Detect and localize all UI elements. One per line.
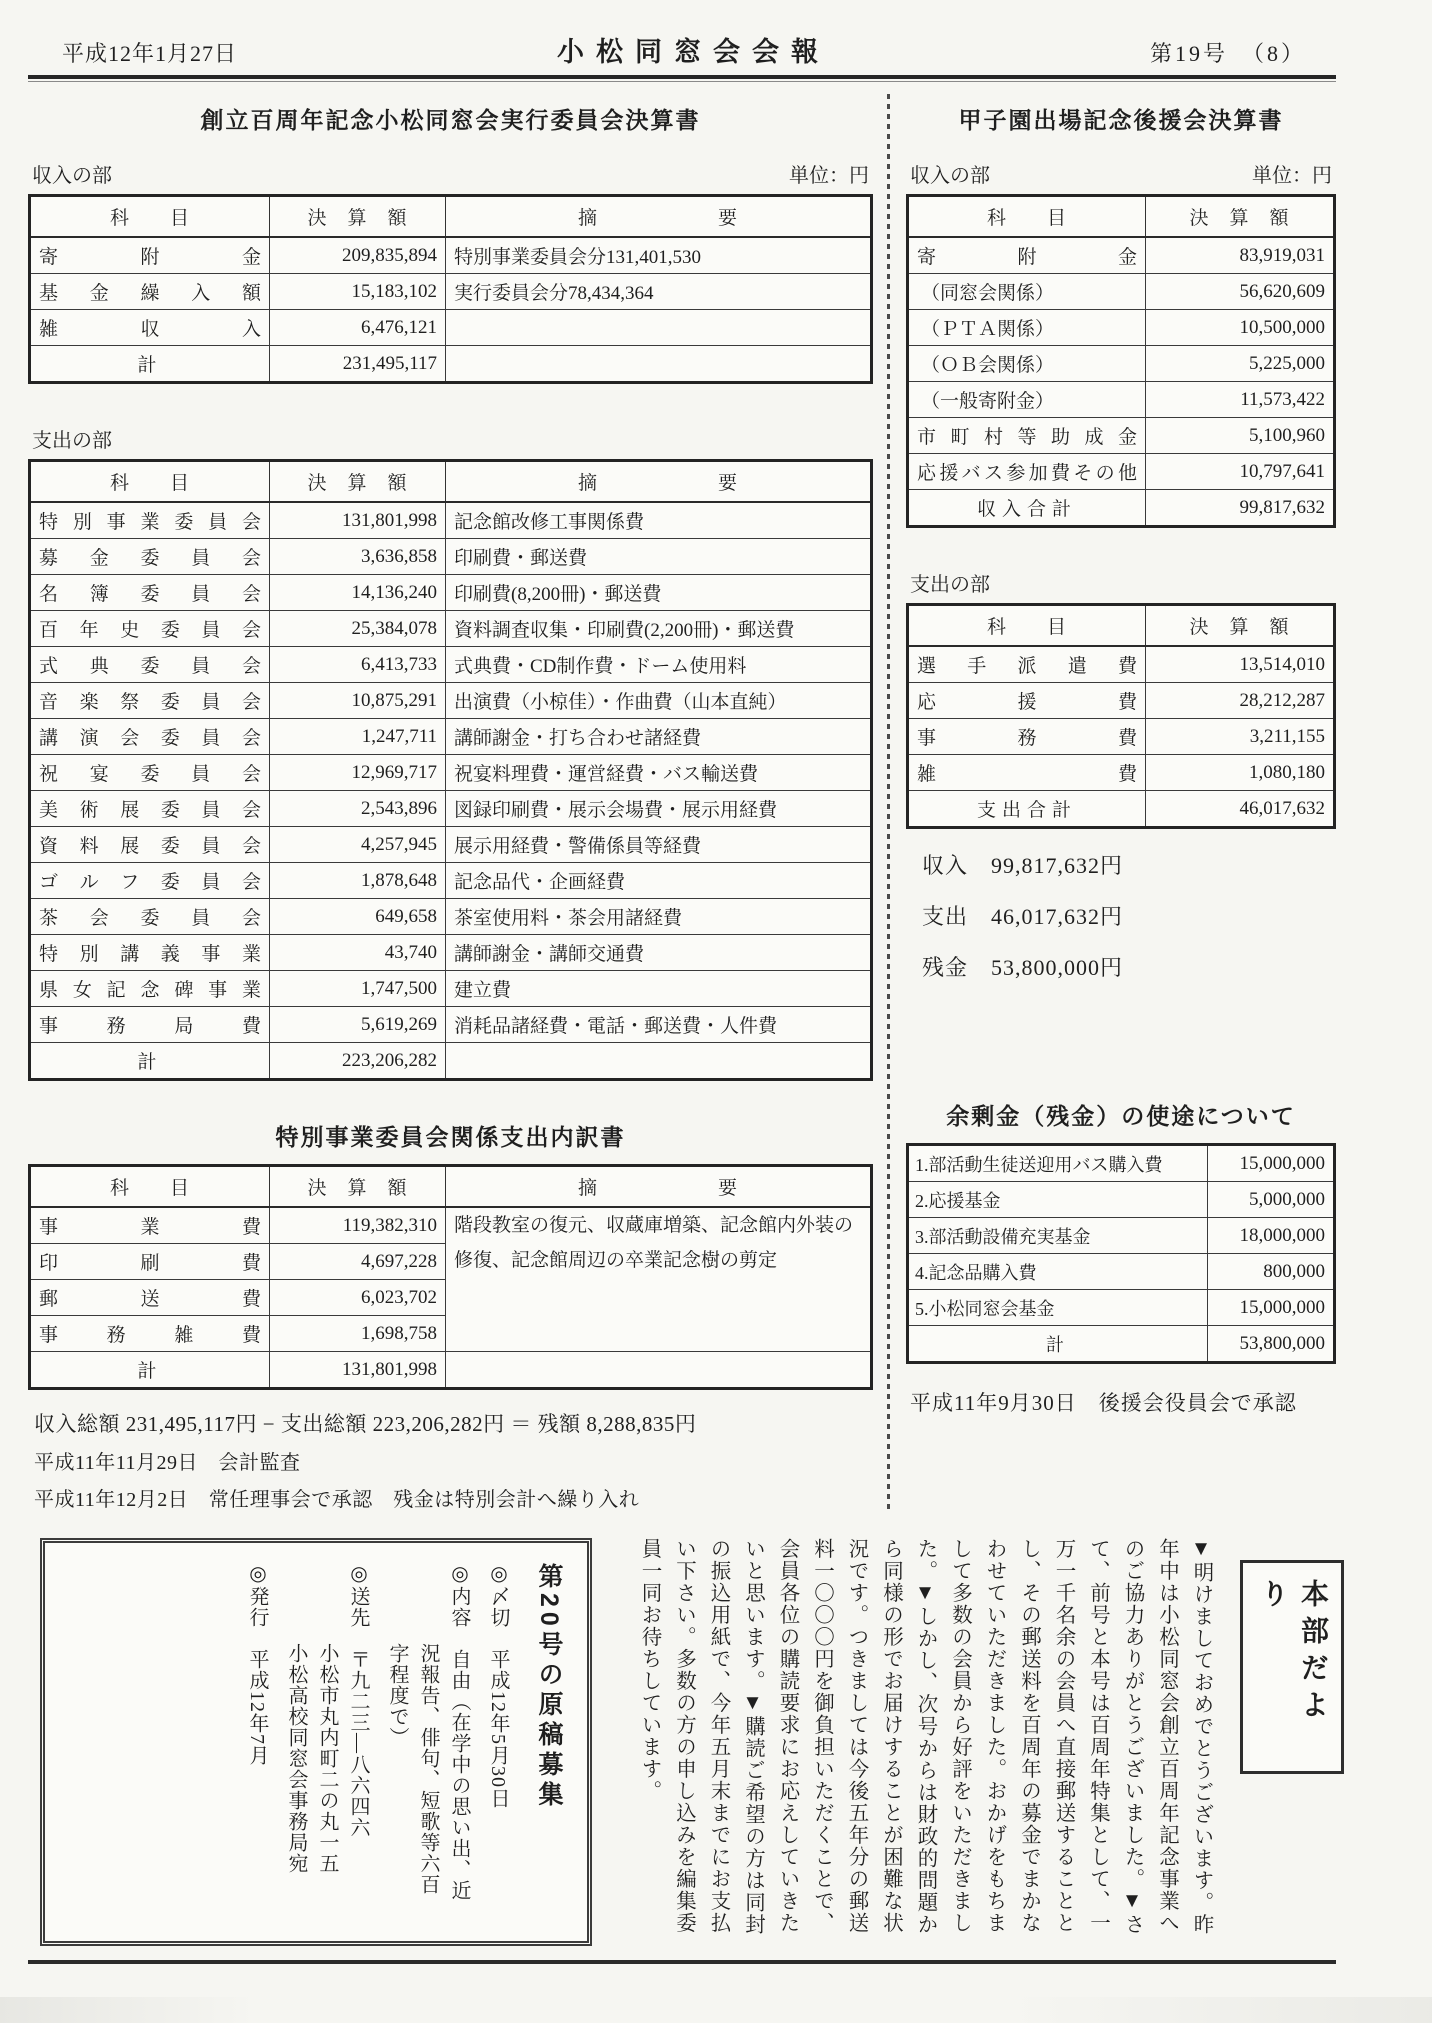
issue-number: 第19号 （8）	[1149, 41, 1306, 66]
cell-item: 5.小松同窓会基金	[908, 1290, 1208, 1326]
table-row	[30, 502, 872, 539]
cell-amount: 131,801,998	[270, 1352, 446, 1389]
income-section-label: 収入の部	[910, 165, 990, 187]
col-header-amount: 決 算 額	[270, 196, 446, 238]
cell-amount: 1,878,648	[270, 863, 446, 899]
cell-amount: 53,800,000	[1208, 1326, 1335, 1363]
manuscript-call-box	[40, 1538, 592, 1946]
cell-amount: 25,384,078	[270, 611, 446, 647]
table-total-row	[908, 791, 1335, 828]
cell-amount: 46,017,632	[1146, 791, 1335, 828]
cell-note: 祝宴料理費・運営経費・バス輸送費	[446, 755, 872, 791]
bosyu-line: 小松高校同窓会事務局宛	[285, 1643, 307, 1874]
cell-item: 市町村等助成金	[908, 418, 1146, 454]
audit-note-2: 平成11年12月2日 常任理事会で承認 残金は特別会計へ繰り入れ	[34, 1489, 640, 1511]
table-row	[30, 935, 872, 971]
cell-note	[446, 1352, 872, 1389]
cell-note: 出演費（小椋佳）・作曲費（山本直純）	[446, 683, 872, 719]
summary-balance: 残金 53,800,000円	[922, 955, 1124, 980]
cell-amount: 4,697,228	[270, 1244, 446, 1280]
cell-item: 百年史委員会	[30, 611, 270, 647]
cell-amount: 15,183,102	[270, 274, 446, 310]
cell-amount: 6,413,733	[270, 647, 446, 683]
cell-amount: 83,919,031	[1146, 237, 1335, 274]
expense-section-label: 支出の部	[910, 574, 990, 596]
table-row	[908, 237, 1335, 274]
main-content	[28, 86, 1336, 1512]
cell-amount: 223,206,282	[270, 1043, 446, 1080]
table-row	[908, 755, 1335, 791]
cell-amount: 1,698,758	[270, 1316, 446, 1352]
cell-item: 事務雑費	[30, 1316, 270, 1352]
cell-item: 基金繰入額	[30, 274, 270, 310]
table-row	[908, 382, 1335, 418]
table-row	[908, 1254, 1335, 1290]
cell-item: （一般寄附金）	[908, 382, 1146, 418]
table-total-row	[908, 1326, 1335, 1363]
cell-amount: 3,636,858	[270, 539, 446, 575]
cell-item: 茶会委員会	[30, 899, 270, 935]
table-row	[908, 346, 1335, 382]
bosyu-line: 況報告、俳句、短歌等六百	[417, 1643, 439, 1895]
bosyu-line: 字程度で）	[386, 1643, 408, 1748]
col-header-note: 摘 要	[446, 461, 872, 503]
cell-item: 2.応援基金	[908, 1182, 1208, 1218]
cell-amount: 15,000,000	[1208, 1145, 1335, 1182]
table-row	[30, 791, 872, 827]
header-rule	[28, 75, 1336, 82]
cell-item: 美術展委員会	[30, 791, 270, 827]
cell-item: 名簿委員会	[30, 575, 270, 611]
cell-note: 講師謝金・講師交通費	[446, 935, 872, 971]
expense-section-label: 支出の部	[32, 430, 112, 452]
cell-note: 建立費	[446, 971, 872, 1007]
cell-item: 特別講義事業	[30, 935, 270, 971]
unit-label: 単位：円	[1252, 165, 1332, 187]
cell-amount: 14,136,240	[270, 575, 446, 611]
cell-item: 雑費	[908, 755, 1146, 791]
cell-item: 祝宴委員会	[30, 755, 270, 791]
right-summary-block	[922, 849, 1336, 982]
balance-summary-line: 収入総額 231,495,117円 − 支出総額 223,206,282円 ＝ 残額 8,288,835円	[34, 1412, 697, 1436]
cell-note: 特別事業委員会分131,401,530	[446, 237, 872, 274]
cell-amount: 11,573,422	[1146, 382, 1335, 418]
cell-item: 音楽祭委員会	[30, 683, 270, 719]
table-row	[30, 611, 872, 647]
table-row	[30, 755, 872, 791]
summary-income: 収入 99,817,632円	[922, 853, 1124, 878]
unit-label: 単位：円	[789, 165, 869, 187]
table-header-row	[30, 1166, 872, 1208]
bosyu-line: ◎〆切 平成12年5月30日	[487, 1561, 509, 1809]
cell-note	[446, 310, 872, 346]
cell-amount: 18,000,000	[1208, 1218, 1335, 1254]
cell-item: 計	[30, 346, 270, 383]
cell-amount: 1,747,500	[270, 971, 446, 1007]
cell-amount: 6,476,121	[270, 310, 446, 346]
table-row	[908, 1290, 1335, 1326]
cell-item: 寄附金	[908, 237, 1146, 274]
col-header-note: 摘 要	[446, 1166, 872, 1208]
table-row	[908, 1145, 1335, 1182]
cell-amount: 10,875,291	[270, 683, 446, 719]
cell-item: 事務局費	[30, 1007, 270, 1043]
honbu-dayori-section	[592, 1538, 1344, 1946]
cell-item: 募金委員会	[30, 539, 270, 575]
bosyu-item	[381, 1561, 474, 1923]
cell-item: 雑収入	[30, 310, 270, 346]
table-row	[30, 971, 872, 1007]
page-header	[28, 30, 1336, 75]
bosyu-line: ◎送先 〒九二三―八六四六	[347, 1561, 369, 1838]
table-row	[30, 575, 872, 611]
col-header-item: 科 目	[908, 196, 1146, 238]
cell-amount: 5,225,000	[1146, 346, 1335, 382]
cell-item: 応援バス参加費その他	[908, 454, 1146, 490]
bosyu-line: ◎発行 平成12年7月	[246, 1561, 268, 1766]
cell-amount: 28,212,287	[1146, 683, 1335, 719]
table-header-row	[908, 196, 1335, 238]
table-total-row	[30, 346, 872, 383]
cell-amount: 12,969,717	[270, 755, 446, 791]
cell-amount: 56,620,609	[1146, 274, 1335, 310]
cell-note: 式典費・CD制作費・ドーム使用料	[446, 647, 872, 683]
cell-amount: 43,740	[270, 935, 446, 971]
table-row	[30, 310, 872, 346]
cell-amount: 5,619,269	[270, 1007, 446, 1043]
cell-amount: 99,817,632	[1146, 490, 1335, 527]
cell-amount: 5,100,960	[1146, 418, 1335, 454]
cell-amount: 231,495,117	[270, 346, 446, 383]
table-row	[908, 719, 1335, 755]
cell-amount: 649,658	[270, 899, 446, 935]
cell-item: 選手派遣費	[908, 646, 1146, 683]
column-divider	[887, 94, 890, 1512]
table-row	[908, 274, 1335, 310]
bottom-rule	[28, 1960, 1336, 1964]
cell-item: （ＰＴＡ関係）	[908, 310, 1146, 346]
table-row	[30, 1207, 872, 1244]
honbu-dayori-title: 本部だより	[1240, 1560, 1344, 1774]
cell-note: 講師謝金・打ち合わせ諸経費	[446, 719, 872, 755]
right-column	[906, 86, 1336, 1512]
cell-amount: 6,023,702	[270, 1280, 446, 1316]
cell-item: 特別事業委員会	[30, 502, 270, 539]
manuscript-call-title: 第20号の原稿募集	[535, 1563, 563, 1811]
cell-item: 収入合計	[908, 490, 1146, 527]
col-header-item: 科 目	[30, 1166, 270, 1208]
cell-item: （ＯＢ会関係）	[908, 346, 1146, 382]
cell-item: 資料展委員会	[30, 827, 270, 863]
table-header-row	[30, 461, 872, 503]
cell-amount: 5,000,000	[1208, 1182, 1335, 1218]
cell-item: 1.部活動生徒送迎用バス購入費	[908, 1145, 1208, 1182]
scan-artifact	[0, 1997, 1432, 2023]
col-header-item: 科 目	[30, 196, 270, 238]
cell-item: ゴルフ委員会	[30, 863, 270, 899]
cell-note-merged: 階段教室の復元、収蔵庫増築、記念館内外装の修復、記念館周辺の卒業記念樹の剪定	[446, 1207, 872, 1352]
income-section-label: 収入の部	[32, 165, 112, 187]
cell-amount: 10,797,641	[1146, 454, 1335, 490]
bosyu-line: ◎内容 自由（在学中の思い出、近	[448, 1561, 470, 1901]
table-row	[908, 1218, 1335, 1254]
bosyu-item	[280, 1561, 373, 1923]
right-report-title: 甲子園出場記念後援会決算書	[958, 107, 1284, 133]
left-expense-table	[28, 459, 873, 1081]
table-row	[908, 646, 1335, 683]
cell-item: 事業費	[30, 1207, 270, 1244]
usage-title: 余剰金（残金）の使途について	[946, 1103, 1296, 1129]
cell-amount: 1,080,180	[1146, 755, 1335, 791]
cell-amount: 209,835,894	[270, 237, 446, 274]
cell-note: 展示用経費・警備係員等経費	[446, 827, 872, 863]
cell-note: 記念品代・企画経費	[446, 863, 872, 899]
left-income-table	[28, 194, 873, 384]
cell-item: 印刷費	[30, 1244, 270, 1280]
table-total-row	[30, 1043, 872, 1080]
cell-item: 寄附金	[30, 237, 270, 274]
table-header-row	[908, 605, 1335, 647]
summary-expense: 支出 46,017,632円	[922, 904, 1124, 929]
cell-note: 実行委員会分78,434,364	[446, 274, 872, 310]
cell-item: 計	[30, 1352, 270, 1389]
cell-note: 記念館改修工事関係費	[446, 502, 872, 539]
table-row	[908, 310, 1335, 346]
approval-note: 平成11年9月30日 後援会役員会で承認	[910, 1391, 1297, 1415]
cell-note: 茶室使用料・茶会用諸経費	[446, 899, 872, 935]
table-total-row	[30, 1352, 872, 1389]
breakdown-table	[28, 1164, 873, 1390]
audit-note-1: 平成11年11月29日 会計監査	[34, 1452, 301, 1474]
cell-note: 資料調査収集・印刷費(2,200冊)・郵送費	[446, 611, 872, 647]
header-date: 平成12年1月27日	[62, 41, 238, 66]
cell-note	[446, 1043, 872, 1080]
table-row	[30, 237, 872, 274]
table-row	[30, 683, 872, 719]
col-header-amount: 決 算 額	[270, 461, 446, 503]
table-total-row	[908, 490, 1335, 527]
cell-note: 図録印刷費・展示会場費・展示用経費	[446, 791, 872, 827]
cell-note: 消耗品諸経費・電話・郵送費・人件費	[446, 1007, 872, 1043]
cell-amount: 4,257,945	[270, 827, 446, 863]
table-row	[30, 1007, 872, 1043]
cell-item: 4.記念品購入費	[908, 1254, 1208, 1290]
table-row	[30, 539, 872, 575]
left-report-title: 創立百周年記念小松同窓会実行委員会決算書	[200, 107, 701, 133]
cell-item: 計	[908, 1326, 1208, 1363]
cell-amount: 3,211,155	[1146, 719, 1335, 755]
left-income-meta	[32, 159, 869, 188]
bosyu-item	[482, 1561, 513, 1923]
col-header-amount: 決 算 額	[270, 1166, 446, 1208]
col-header-item: 科 目	[908, 605, 1146, 647]
table-row	[908, 454, 1335, 490]
honbu-dayori-body: ▼明けましておめでとうございます。昨年中は小松同窓会創立百周年記念事業へのご協力ありがとうございました。▼さて、前号と本号は百周年特集として、一万一千名余の会員へ直接郵送することとし、その郵送料を百周年の募金でまかなわせていただきました。おかげをもちまして多数の会員から好評をいただきました。▼しかし、次号からは財政的問題から同様の形でお届けすることが困難な状況です。つきましては今後五年分の郵送料一〇〇〇円を御負担いただくことで、会員各位の購読要求にお応えしていきたいと思います。▼購読ご希望の方は同封の振込用紙で、今年五月末までにお支払い下さい。多数の方の申し込みを編集委員一同お待ちしています。	[638, 1538, 1212, 1936]
bosyu-line: 小松市丸内町二の丸一五	[316, 1643, 338, 1874]
bottom-section	[28, 1538, 1336, 1948]
col-header-note: 摘 要	[446, 196, 872, 238]
table-row	[30, 899, 872, 935]
cell-note: 印刷費・郵送費	[446, 539, 872, 575]
cell-amount: 131,801,998	[270, 502, 446, 539]
cell-item: 県女記念碑事業	[30, 971, 270, 1007]
right-expense-table	[906, 603, 1336, 829]
table-row	[30, 647, 872, 683]
col-header-amount: 決 算 額	[1146, 605, 1335, 647]
table-header-row	[30, 196, 872, 238]
cell-item: 計	[30, 1043, 270, 1080]
cell-item: 3.部活動設備充実基金	[908, 1218, 1208, 1254]
table-row	[908, 1182, 1335, 1218]
cell-amount: 13,514,010	[1146, 646, 1335, 683]
cell-item: 支出合計	[908, 791, 1146, 828]
bosyu-item	[241, 1561, 272, 1923]
cell-amount: 119,382,310	[270, 1207, 446, 1244]
table-row	[30, 719, 872, 755]
table-row	[30, 863, 872, 899]
cell-item: 応援費	[908, 683, 1146, 719]
cell-amount: 15,000,000	[1208, 1290, 1335, 1326]
cell-item: 式典委員会	[30, 647, 270, 683]
cell-amount: 10,500,000	[1146, 310, 1335, 346]
left-column	[28, 86, 873, 1512]
table-row	[30, 827, 872, 863]
breakdown-title: 特別事業委員会関係支出内訳書	[275, 1124, 626, 1150]
cell-item: 事務費	[908, 719, 1146, 755]
cell-item: 郵送費	[30, 1280, 270, 1316]
cell-amount: 2,543,896	[270, 791, 446, 827]
newsletter-title: 小松同窓会会報	[557, 37, 830, 67]
cell-note	[446, 346, 872, 383]
cell-item: 講演会委員会	[30, 719, 270, 755]
cell-amount: 1,247,711	[270, 719, 446, 755]
cell-note: 印刷費(8,200冊)・郵送費	[446, 575, 872, 611]
cell-amount: 800,000	[1208, 1254, 1335, 1290]
table-row	[908, 683, 1335, 719]
cell-item: （同窓会関係）	[908, 274, 1146, 310]
usage-table	[906, 1143, 1336, 1364]
col-header-amount: 決 算 額	[1146, 196, 1335, 238]
manuscript-call-items	[241, 1561, 513, 1923]
table-row	[908, 418, 1335, 454]
table-row	[30, 274, 872, 310]
col-header-item: 科 目	[30, 461, 270, 503]
right-income-meta	[910, 159, 1332, 188]
right-income-table	[906, 194, 1336, 528]
